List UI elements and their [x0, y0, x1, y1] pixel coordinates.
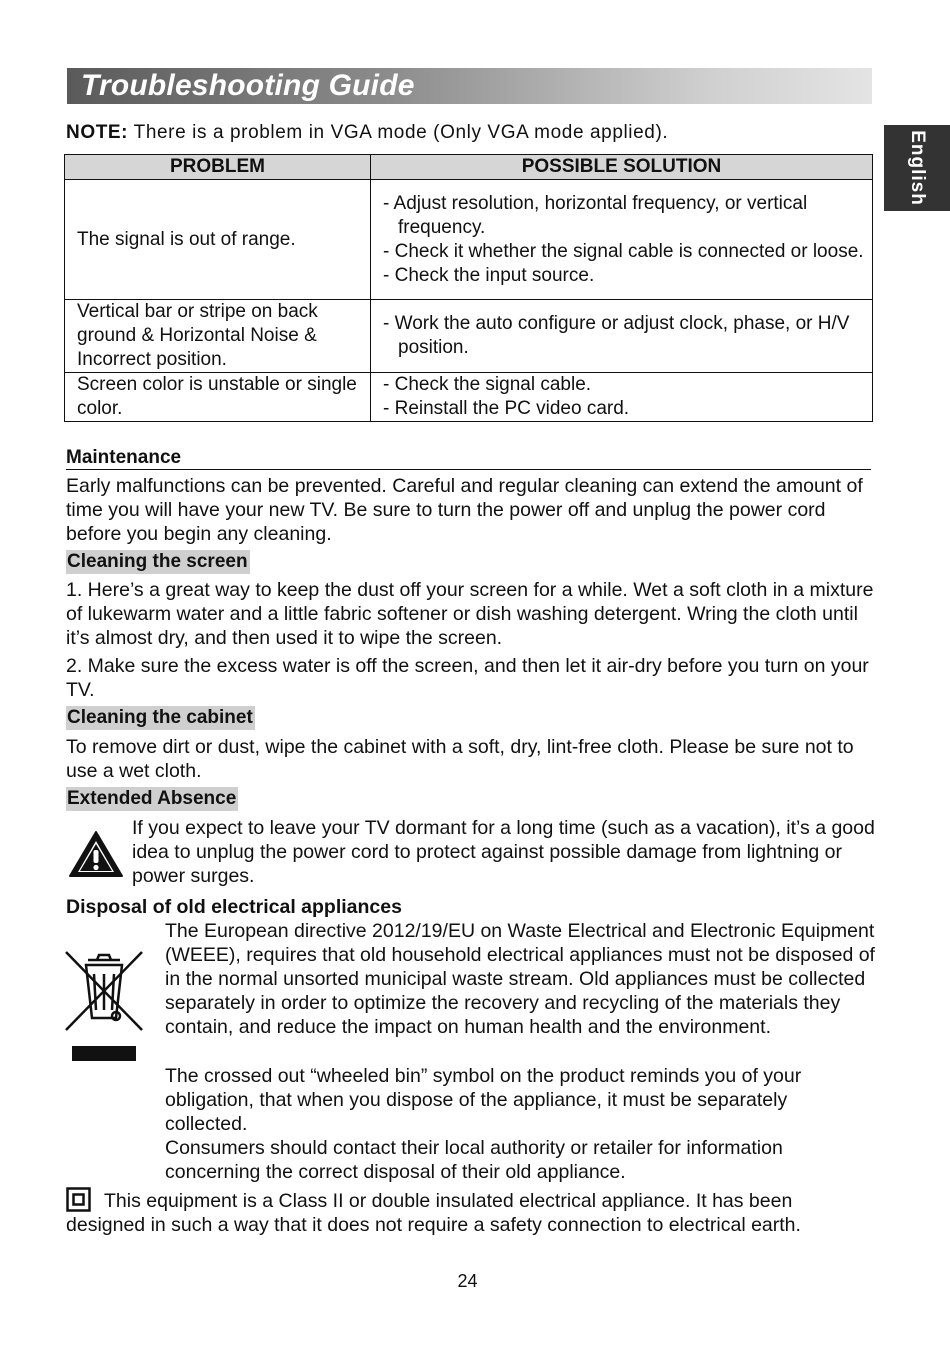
maintenance-intro: Early malfunctions can be prevented. Careful and regular cleaning can extend the amount of time you will have your new TV. Be sure to turn the power off and unplug the power cord before you begin any cleaning.: [66, 475, 863, 545]
table-header-row: [65, 155, 873, 180]
maintenance-heading: Maintenance: [66, 447, 871, 470]
page-title: Troubleshooting Guide: [81, 69, 415, 102]
solution-line: - Work the auto configure or adjust clock, phase, or H/V position.: [383, 313, 850, 358]
extended-absence-text: If you expect to leave your TV dormant for a long time (such as a vacation), it’s a good idea to unplug the power cord to protect against possible damage from lightning or power surges.: [132, 817, 875, 887]
table-row: [65, 300, 873, 373]
note-label: NOTE:: [66, 122, 129, 143]
page-number: 24: [457, 1271, 478, 1291]
cleaning-screen-step-1: 1. Here’s a great way to keep the dust off your screen for a while. Wet a soft cloth in a mixture of lukewarm water and a little fabric softener or dish washing detergent. Wring the cloth until it’s almost dry, and then used it to wipe the screen.: [66, 579, 874, 649]
problem-cell: The signal is out of range.: [65, 180, 371, 300]
extended-absence-heading: Extended Absence: [67, 788, 237, 809]
solution-line: - Reinstall the PC video card.: [383, 398, 630, 419]
crossed-out-wheeled-bin-icon: [64, 948, 144, 1064]
solution-line: - Adjust resolution, horizontal frequency, or vertical frequency.: [383, 192, 808, 238]
troubleshooting-table: [64, 154, 873, 422]
solution-cell: [371, 180, 873, 300]
solution-line: - Check the input source.: [383, 264, 595, 286]
language-tab-label: English: [907, 130, 928, 206]
note-text: There is a problem in VGA mode (Only VGA mode applied).: [128, 122, 669, 143]
cleaning-screen-step-2: 2. Make sure the excess water is off the screen, and then let it air-dry before you turn on your TV.: [66, 655, 869, 701]
header-problem: PROBLEM: [65, 155, 371, 180]
solution-line: - Check it whether the signal cable is connected or loose.: [383, 240, 864, 262]
disposal-heading: Disposal of old electrical appliances: [66, 896, 402, 918]
table-row: [65, 180, 873, 300]
solution-cell: [371, 373, 873, 422]
class-ii-text: This equipment is a Class II or double insulated electrical appliance. It has been designed in such a way that it does not require a safety connection to electrical earth.: [66, 1190, 801, 1236]
disposal-paragraph-3: Consumers should contact their local authority or retailer for information concerning the correct disposal of their old appliance.: [165, 1137, 783, 1183]
solution-cell: [371, 300, 873, 373]
cleaning-screen-heading: Cleaning the screen: [67, 551, 248, 572]
disposal-paragraph-1: The European directive 2012/19/EU on Waste Electrical and Electronic Equipment (WEEE), requires that old household electrical appliances must not be disposed of in the normal unsorted municipal waste stream. Old appliances must be collected separately in order to optimize the recovery and recycling of the materials they contain, and reduce the impact on human health and the environment.: [165, 920, 875, 1038]
solution-line: - Check the signal cable.: [383, 374, 592, 395]
problem-cell: Vertical bar or stripe on back ground & Horizontal Noise & Incorrect position.: [65, 300, 371, 373]
cleaning-cabinet-heading: Cleaning the cabinet: [67, 707, 253, 728]
cleaning-cabinet-text: To remove dirt or dust, wipe the cabinet with a soft, dry, lint-free cloth. Please be sure not to use a wet cloth.: [66, 736, 854, 782]
title-bar: [67, 68, 872, 104]
vga-note: [66, 122, 668, 144]
header-solution: POSSIBLE SOLUTION: [371, 155, 873, 180]
language-tab: [884, 125, 950, 211]
warning-triangle-icon: [68, 830, 124, 878]
table-row: [65, 373, 873, 422]
problem-cell: Screen color is unstable or single color.: [65, 373, 371, 422]
disposal-paragraph-2: The crossed out “wheeled bin” symbol on the product reminds you of your obligation, that when you dispose of the appliance, it must be separately collected.: [165, 1065, 802, 1135]
